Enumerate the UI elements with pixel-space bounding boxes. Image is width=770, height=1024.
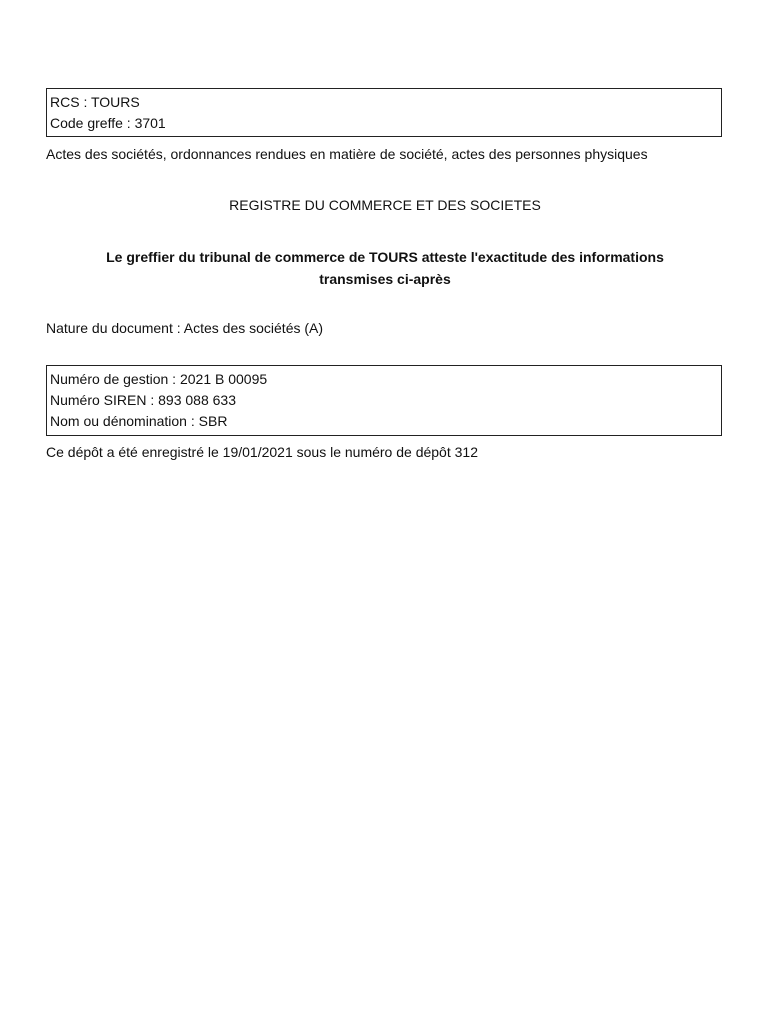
nature-document: Nature du document : Actes des sociétés (A) xyxy=(46,320,324,336)
numero-gestion: Numéro de gestion : 2021 B 00095 xyxy=(50,371,268,387)
registre-title: REGISTRE DU COMMERCE ET DES SOCIETES xyxy=(229,197,541,213)
attestation-statement xyxy=(0,246,770,290)
company-denomination: Nom ou dénomination : SBR xyxy=(50,413,228,429)
attestation-line-2: transmises ci-après xyxy=(319,271,451,287)
document-category: Actes des sociétés, ordonnances rendues en matière de société, actes des personnes physiques xyxy=(46,146,648,162)
depot-statement: Ce dépôt a été enregistré le 19/01/2021 sous le numéro de dépôt 312 xyxy=(46,444,478,460)
rcs-info-box xyxy=(46,88,722,137)
company-info-box xyxy=(46,365,722,436)
attestation-line-1: Le greffier du tribunal de commerce de TOURS atteste l'exactitude des informations xyxy=(106,249,664,265)
rcs-city: RCS : TOURS xyxy=(50,94,140,110)
numero-siren: Numéro SIREN : 893 088 633 xyxy=(50,392,236,408)
code-greffe: Code greffe : 3701 xyxy=(50,115,166,131)
